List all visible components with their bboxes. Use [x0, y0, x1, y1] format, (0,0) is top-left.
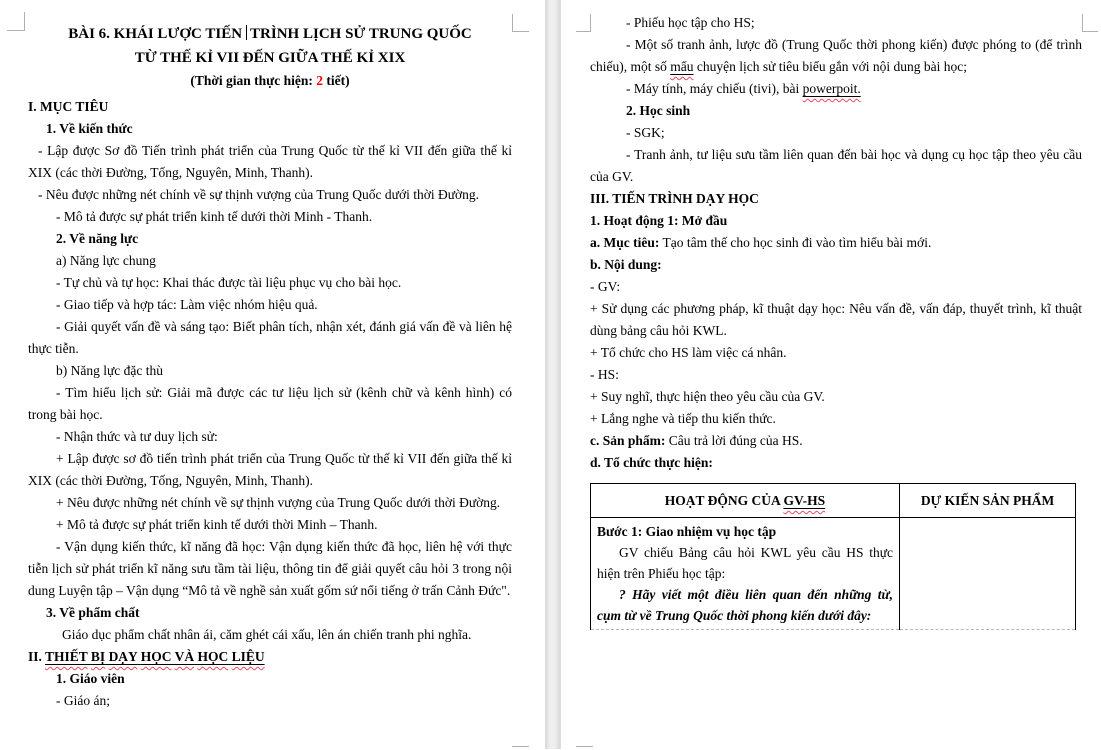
- subheading-hoat-dong-1[interactable]: 1. Hoạt động 1: Mở đầu: [590, 213, 728, 228]
- paragraph[interactable]: + Suy nghĩ, thực hiện theo yêu cầu của GV.: [590, 389, 825, 404]
- duration-unit: tiết): [323, 73, 350, 88]
- table-header-product[interactable]: [900, 484, 1076, 518]
- paragraph[interactable]: - HS:: [590, 367, 619, 382]
- heading-number: II.: [28, 649, 46, 664]
- paragraph[interactable]: + Lập được sơ đồ tiến trình phát triển của Trung Quốc từ thế kỉ VII đến giữa thế kỉ XIX (các thời Đường, Tống, Nguyên, Minh, Thanh).: [28, 451, 512, 488]
- paragraph[interactable]: - Mô tả được sự phát triển kinh tế dưới thời Minh - Thanh.: [56, 209, 373, 224]
- paragraph[interactable]: - Giải quyết vấn đề và sáng tạo: Biết phân tích, nhận xét, đánh giá vấn đề và liên hệ thực tiễn.: [28, 319, 512, 356]
- section-heading-thiet-bi[interactable]: [28, 646, 512, 668]
- paragraph[interactable]: - Vận dụng kiến thức, kĩ năng đã học: Vận dụng kiến thức đã học, liên hệ với thực tiễn lịch sử phát triển kĩ năng sưu tầm tài liệu, thông tin để giải quyết câu hỏi 3 trong nội dung Luyện tập – Vận dụng “Mô tả về nghề sản xuất gốm sứ nổi tiếng ở trấn Cảnh Đức".: [28, 539, 512, 598]
- misspelled-word: LIỆU: [231, 649, 265, 664]
- step-question: ? Hãy viết một điều liên quan đến những từ, cụm từ về Trung Quốc thời phong kiến dưới đây:: [597, 587, 893, 623]
- paragraph[interactable]: - Giao tiếp và hợp tác: Làm việc nhóm hiệu quả.: [56, 297, 318, 312]
- page-1-text-area[interactable]: [28, 22, 512, 712]
- misspelled-word: DẠY: [108, 649, 138, 664]
- paragraph[interactable]: a) Năng lực chung: [56, 253, 156, 268]
- underlined-word-wrap: [803, 81, 861, 96]
- lead-label: a. Mục tiêu:: [590, 235, 660, 250]
- table-header-activity[interactable]: [591, 484, 900, 518]
- paragraph-text: Câu trả lời đúng của HS.: [665, 433, 803, 448]
- subheading-kien-thuc[interactable]: 1. Về kiến thức: [46, 121, 133, 136]
- paragraph[interactable]: - GV:: [590, 279, 621, 294]
- page-gap: [545, 0, 560, 749]
- paragraph[interactable]: [590, 232, 1082, 254]
- lead-label-to-chuc[interactable]: d. Tổ chức thực hiện:: [590, 455, 713, 470]
- page-2-text-area[interactable]: [590, 12, 1082, 630]
- paragraph-text: Tạo tâm thế cho học sinh đi vào tìm hiểu bài mới.: [659, 235, 932, 250]
- header-text: DỰ KIẾN SẢN PHẨM: [920, 493, 1055, 508]
- misspelled-word: VÀ: [174, 649, 195, 664]
- paragraph[interactable]: - Nhận thức và tư duy lịch sử:: [56, 429, 218, 444]
- duration-number: 2: [316, 73, 323, 88]
- table-body-row: [591, 518, 1076, 630]
- lead-label: c. Sản phẩm:: [590, 433, 666, 448]
- title-text-before-caret: BÀI 6. KHÁI LƯỢC TIẾN: [68, 26, 243, 42]
- paragraph[interactable]: [590, 78, 1082, 100]
- doc-title-line2[interactable]: TỪ THẾ KỈ VII ĐẾN GIỮA THẾ KỈ XIX: [134, 50, 406, 66]
- paragraph[interactable]: - Nêu được những nét chính về sự thịnh vượng của Trung Quốc dưới thời Đường.: [38, 187, 480, 202]
- misspelled-word: HỌC: [197, 649, 229, 664]
- subheading-pham-chat[interactable]: 3. Về phẩm chất: [46, 605, 140, 620]
- paragraph[interactable]: - Tranh ảnh, tư liệu sưu tầm liên quan đến bài học và dụng cụ học tập theo yêu cầu của GV.: [590, 147, 1082, 184]
- lead-label-noi-dung[interactable]: b. Nội dung:: [590, 257, 662, 272]
- header-text: HOẠT ĐỘNG CỦA: [664, 493, 784, 508]
- paragraph[interactable]: - Tự chủ và tự học: Khai thác được tài liệu phục vụ cho bài học.: [56, 275, 402, 290]
- duration-line[interactable]: [28, 70, 512, 92]
- doc-title-line1[interactable]: [28, 22, 512, 46]
- underlined-word-wrap: [783, 493, 825, 508]
- table-cell-product[interactable]: [900, 518, 1076, 630]
- paragraph[interactable]: - Lập được Sơ đồ Tiến trình phát triển của Trung Quốc từ thế kỉ VII đến giữa thế kỉ XIX (các thời Đường, Tống, Nguyên, Minh, Thanh).: [28, 143, 512, 180]
- paragraph[interactable]: + Lắng nghe và tiếp thu kiến thức.: [590, 411, 776, 426]
- paragraph[interactable]: + Tổ chức cho HS làm việc cá nhân.: [590, 345, 787, 360]
- duration-label: (Thời gian thực hiện:: [190, 73, 317, 88]
- subheading-nang-luc[interactable]: 2. Về năng lực: [56, 231, 139, 246]
- misspelled-word: BỊ: [90, 649, 106, 664]
- paragraph[interactable]: [590, 34, 1082, 78]
- paragraph[interactable]: - Giáo án;: [56, 693, 110, 708]
- paragraph[interactable]: b) Năng lực đặc thù: [56, 363, 164, 378]
- underlined-word-wrap: [670, 59, 693, 74]
- subheading-giao-vien[interactable]: 1. Giáo viên: [56, 671, 125, 686]
- paragraph[interactable]: Giáo dục phẩm chất nhân ái, căm ghét cái xấu, lên án chiến tranh phi nghĩa.: [62, 627, 472, 642]
- paragraph[interactable]: - SGK;: [626, 125, 665, 140]
- section-heading-muc-tieu[interactable]: I. MỤC TIÊU: [28, 99, 109, 114]
- misspelled-word: THIẾT: [45, 649, 88, 664]
- underlined-heading-phrase: [45, 649, 265, 664]
- paragraph[interactable]: + Mô tả được sự phát triển kinh tế dưới thời Minh – Thanh.: [56, 517, 378, 532]
- misspelled-word: powerpoit.: [802, 81, 861, 96]
- section-heading-tien-trinh[interactable]: III. TIẾN TRÌNH DẠY HỌC: [590, 191, 759, 206]
- step-paragraph: GV chiếu Bảng câu hỏi KWL yêu cầu HS thực hiện trên Phiếu học tập:: [597, 545, 893, 581]
- paragraph[interactable]: + Sử dụng các phương pháp, kĩ thuật dạy học: Nêu vấn đề, vấn đáp, thuyết trình, kĩ thuật dùng bảng câu hỏi KWL.: [590, 301, 1082, 338]
- paragraph[interactable]: + Nêu được những nét chính về sự thịnh vượng của Trung Quốc dưới thời Đường.: [56, 495, 501, 510]
- step-heading: Bước 1: Giao nhiệm vụ học tập: [597, 524, 777, 539]
- paragraph[interactable]: - Phiếu học tập cho HS;: [626, 15, 755, 30]
- paragraph-text: chuyện lịch sử tiêu biểu gắn với nội dung bài học;: [693, 59, 968, 74]
- paragraph[interactable]: [590, 430, 1082, 452]
- paragraph-text: - Một số tranh ảnh, lược đồ (Trung Quốc thời phong kiến) được phóng to (để trình chiếu), một số: [590, 37, 1082, 74]
- document-page-1[interactable]: [0, 0, 545, 749]
- paragraph-text: - Máy tính, máy chiếu (tivi), bài: [626, 81, 803, 96]
- title-text-after-caret: TRÌNH LỊCH SỬ TRUNG QUỐC: [250, 26, 472, 42]
- misspelled-word: mẩu: [670, 59, 694, 74]
- misspelled-word: GV-HS: [783, 493, 826, 508]
- paragraph[interactable]: - Tìm hiểu lịch sử: Giải mã được các tư liệu lịch sử (kênh chữ và kênh hình) có trong bài học.: [28, 385, 512, 422]
- table-cell-activity[interactable]: [591, 518, 900, 630]
- table-header-row: [591, 484, 1076, 518]
- activity-table[interactable]: [590, 483, 1076, 630]
- subheading-hoc-sinh[interactable]: 2. Học sinh: [626, 103, 691, 118]
- text-cursor: [246, 25, 247, 40]
- misspelled-word: HỌC: [140, 649, 172, 664]
